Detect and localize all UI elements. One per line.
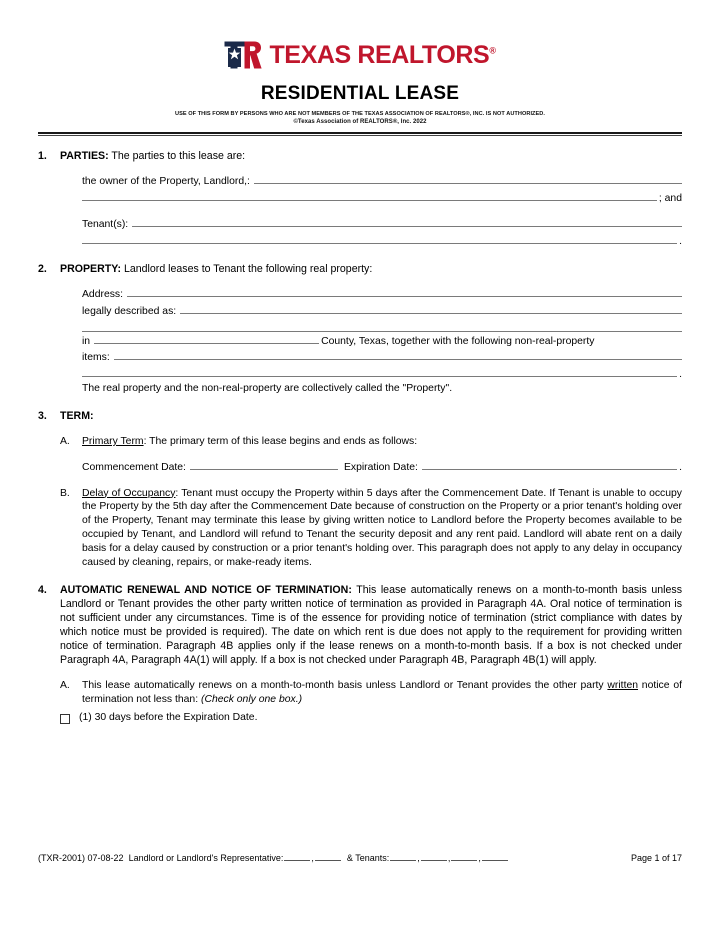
section-number: 3.: [38, 409, 47, 422]
section-heading: TERM:: [60, 409, 94, 422]
property-closing-text: The real property and the non-real-property are collectively called the "Property".: [82, 383, 453, 394]
subsection-primary-term: [60, 435, 682, 475]
section-term: [38, 409, 682, 423]
subsection-delay-of-occupancy: [60, 487, 682, 570]
dates-field-row: [82, 458, 682, 475]
landlord-initial-blank-1[interactable]: [284, 851, 310, 861]
legal-description-row: [82, 302, 682, 319]
address-label: Address:: [82, 288, 124, 300]
renewal-notice-text-2: notice of termination not less than:: [82, 680, 682, 705]
tenant-label: Tenant(s):: [82, 219, 129, 231]
section-heading: [60, 262, 682, 276]
landlord-initials-label: Landlord or Landlord's Representative:: [128, 853, 284, 863]
county-field-row: [82, 332, 682, 349]
registered-mark: ®: [489, 45, 496, 56]
section-number: 2.: [38, 262, 47, 275]
delay-occupancy-body: : Tenant must occupy the Property within 5 days after the Commencement Date. If Tenant is unable to occupy the Property by the 5th day after the Commencement Date because of construction on the Property or a prior tenant's holding over of the Property, Tenant may terminate this lease by giving written notice to Landlord before the Property becomes available to be occupied by Tenant, and Landlord will refund to Tenant the security deposit and any rent paid. Landlord will abate rent on a daily basis for a delay caused by construction or a prior tenant's holding over. This paragraph does not apply to any delay in occupancy caused by cleaning, repairs, or make-ready items.: [82, 487, 682, 568]
primary-term-text: [82, 435, 682, 449]
section-heading-rest: Landlord leases to Tenant the following real property:: [121, 262, 373, 275]
landlord-initial-blank-2[interactable]: [315, 851, 341, 861]
section-number: 1.: [38, 150, 47, 163]
document-body: [0, 149, 720, 724]
page-footer: [38, 851, 682, 863]
items-input-line-2[interactable]: [82, 365, 677, 377]
copyright-line: ©Texas Association of REALTORS®, Inc. 2022: [293, 119, 427, 126]
address-input-line[interactable]: [127, 285, 682, 297]
section-heading-label: PARTIES:: [60, 150, 109, 163]
checkbox-icon[interactable]: [60, 714, 70, 724]
renewal-notice-underlined: written: [607, 680, 639, 691]
county-prefix-label: in: [82, 335, 91, 347]
subsection-letter: A.: [60, 680, 70, 691]
tenant-initial-blank-4[interactable]: [482, 851, 508, 861]
county-input-line[interactable]: [94, 332, 319, 344]
landlord-field-row: [82, 172, 682, 189]
section-automatic-renewal: [38, 583, 682, 667]
brand-name: TEXAS REALTORS®: [269, 40, 496, 69]
legal-description-label: legally described as:: [82, 305, 177, 317]
section-heading-label: PROPERTY:: [60, 262, 122, 275]
option-label-4a1: (1) 30 days before the Expiration Date.: [79, 711, 258, 723]
tenant-input-line[interactable]: [132, 215, 682, 227]
tenant-field-row: [82, 215, 682, 232]
commencement-date-label: Commencement Date:: [82, 461, 186, 473]
page-title: RESIDENTIAL LEASE: [260, 83, 460, 104]
subsection-letter: B.: [60, 487, 70, 499]
commencement-date-input-line[interactable]: [190, 458, 338, 470]
header-divider: [38, 132, 682, 136]
form-disclaimer: [0, 110, 720, 127]
tenant-initial-blank-2[interactable]: [421, 851, 447, 861]
subsection-letter: A.: [60, 435, 70, 447]
expiration-date-label: Expiration Date:: [343, 461, 418, 473]
landlord-tail: ; and: [658, 193, 682, 205]
option-row-4a1[interactable]: [60, 711, 682, 725]
expiration-date-tail: .: [679, 461, 682, 473]
primary-term-title: Primary Term: [82, 435, 144, 447]
disclaimer-line: USE OF THIS FORM BY PERSONS WHO ARE NOT MEMBERS OF THE TEXAS ASSOCIATION OF REALTORS®, INC. IS NOT AUTHORIZED.: [174, 111, 546, 117]
renewal-notice-instruction: (Check only one box.): [200, 693, 303, 705]
form-id: (TXR-2001) 07-08-22: [38, 853, 124, 863]
tenant-initial-blank-3[interactable]: [451, 851, 477, 861]
brand-logo: [0, 38, 720, 72]
legal-description-input-line-2[interactable]: [82, 319, 682, 332]
landlord-label: the owner of the Property, Landlord,:: [82, 176, 250, 188]
texas-realtors-star-logo-icon: [224, 40, 262, 70]
renewal-notice-text-1: This lease automatically renews on a month-to-month basis unless Landlord or Tenant provides the other party: [82, 680, 608, 691]
section-heading: [60, 583, 682, 667]
address-field-row: [82, 285, 682, 302]
tenant-input-line-2[interactable]: [82, 232, 677, 244]
landlord-input-line-2[interactable]: [82, 189, 657, 201]
section-heading-rest: The parties to this lease are:: [108, 150, 246, 163]
page-number: Page 1 of 17: [630, 853, 682, 863]
section-property: [38, 262, 682, 396]
legal-description-input-line[interactable]: [180, 302, 682, 314]
tenant-field-row-2: [82, 232, 682, 249]
section-heading-rest: This lease automatically renews on a month-to-month basis unless Landlord or Tenant provides the other party written notice of termination as provided in Paragraph 4A. Oral notice of termination is not sufficient under any circumstances. Time is of the essence for providing notice of termination (strict compliance with dates by which notice must be provided is required). The date on which rent is due does not apply to the requirement for providing written notice of termination. Paragraph 4B applies only if the lease renews on a month-to-month basis. If a box is not checked under Paragraph 4A, Paragraph 4A(1) will apply. If a box is not checked under Paragraph 4B, Paragraph 4B(1) will apply.: [60, 583, 682, 666]
subsection-4a: [60, 679, 682, 707]
items-field-row-2: [82, 365, 682, 382]
section-number: 4.: [38, 583, 47, 596]
items-tail: .: [679, 369, 682, 381]
section-parties: [38, 149, 682, 248]
landlord-field-row-2: [82, 189, 682, 206]
items-input-line[interactable]: [114, 348, 682, 360]
items-field-row: [82, 348, 682, 365]
tenants-initials-label: & Tenants:: [346, 853, 390, 863]
items-label: items:: [82, 352, 110, 364]
county-suffix-label: County, Texas, together with the following non-real-property: [321, 335, 595, 347]
delay-occupancy-title: Delay of Occupancy: [82, 487, 176, 499]
section-heading: [60, 149, 682, 163]
primary-term-body: : The primary term of this lease begins and ends as follows:: [143, 435, 418, 447]
tenant-initial-blank-1[interactable]: [390, 851, 416, 861]
expiration-date-input-line[interactable]: [422, 458, 677, 470]
document-header: [0, 0, 720, 127]
section-heading-label: AUTOMATIC RENEWAL AND NOTICE OF TERMINATION:: [60, 583, 352, 596]
tenant-tail: .: [679, 235, 682, 247]
footer-left-block: (TXR-2001) 07-08-22 Landlord or Landlord's Representative: , & Tenants: , , ,: [38, 851, 509, 863]
landlord-input-line[interactable]: [254, 172, 682, 184]
